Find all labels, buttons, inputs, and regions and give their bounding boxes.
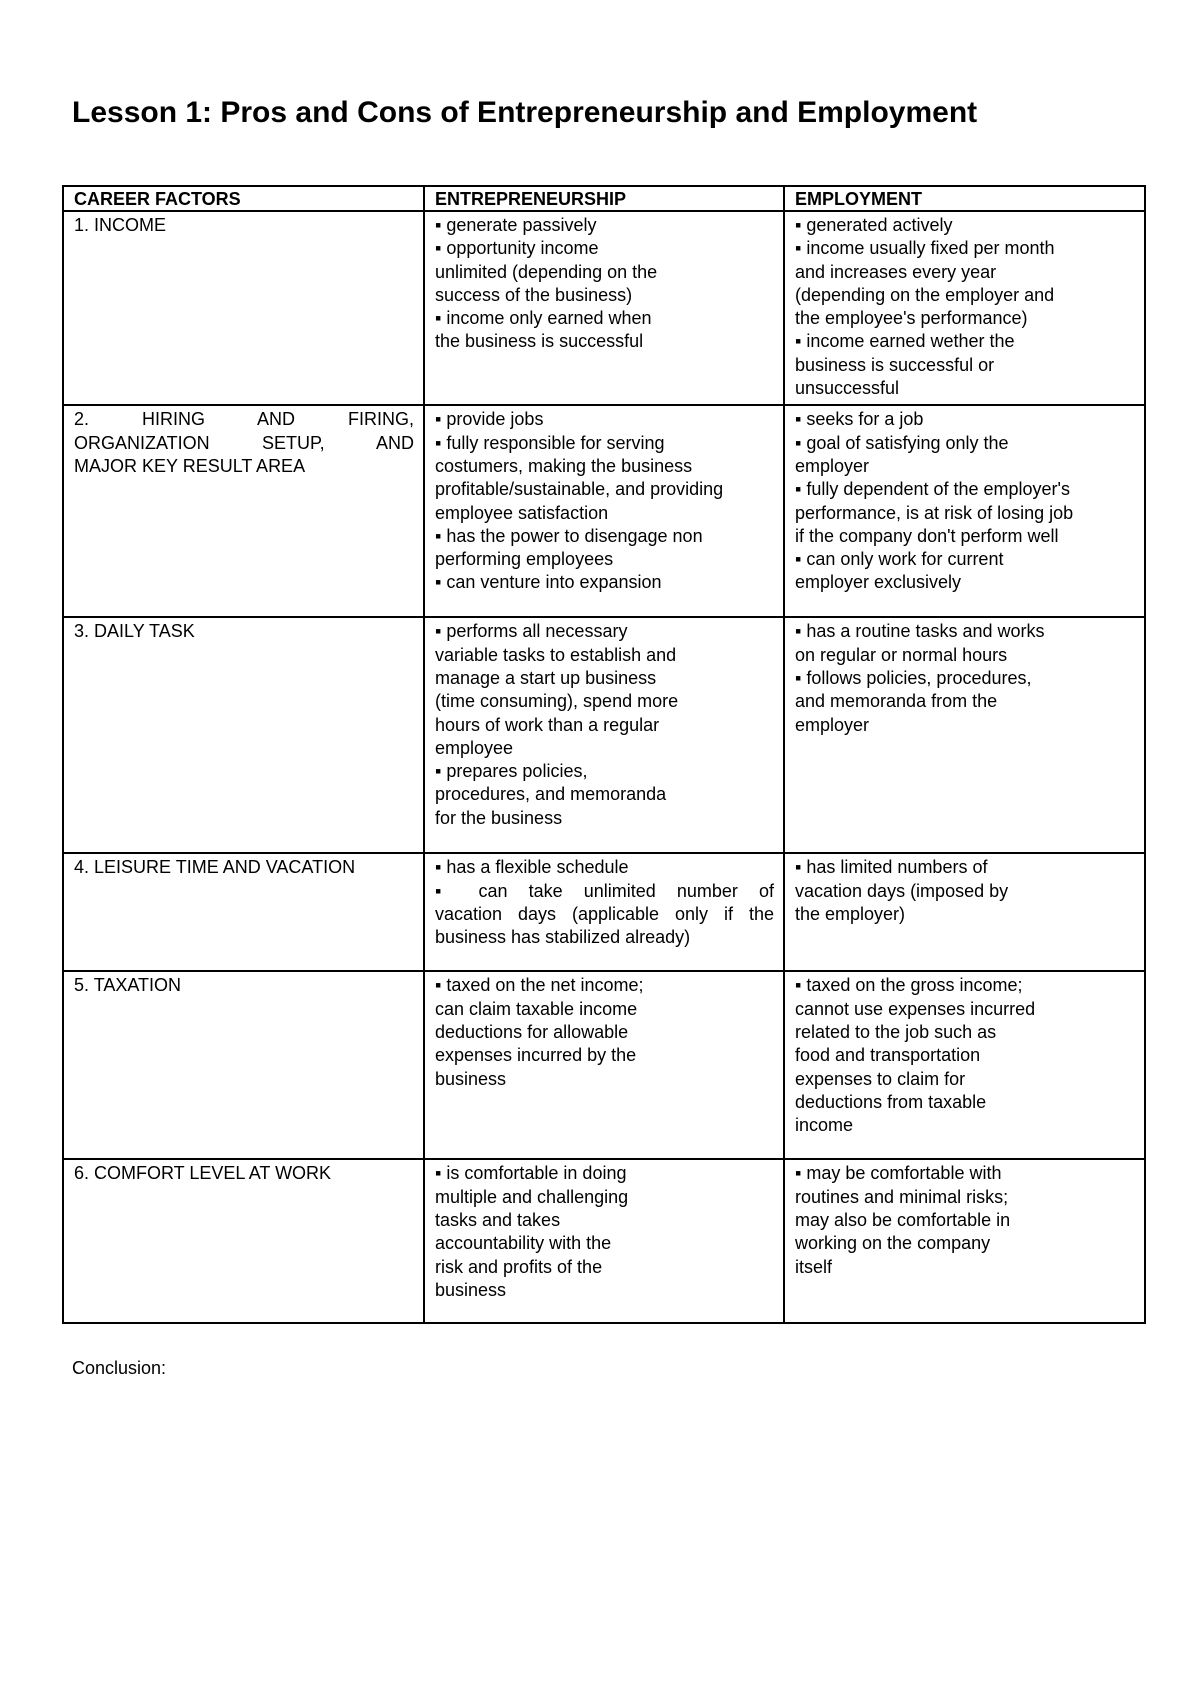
cell-text-line: and increases every year <box>795 261 997 282</box>
cell-text-line: multiple and challenging <box>435 1186 629 1207</box>
cell-text-line: ▪ has a routine tasks and works <box>795 621 1045 642</box>
employment-cell <box>784 211 1145 405</box>
cell-text-line: ▪ income earned wether the <box>795 331 1015 352</box>
comparison-table <box>62 185 1146 1324</box>
cell-text-line: performance, is at risk of losing job <box>795 502 1074 523</box>
cell-text-line: business has stabilized already) <box>435 927 691 948</box>
cell-text-line: food and transportation <box>795 1045 981 1066</box>
cell-text-line: ▪ taxed on the gross income; <box>795 975 1023 996</box>
page-title: Lesson 1: Pros and Cons of Entrepreneurship and Employment <box>72 96 978 129</box>
factor-label: 5. TAXATION <box>74 975 182 996</box>
cell-text-line: deductions from taxable <box>795 1091 987 1112</box>
table-row <box>63 617 1145 853</box>
cell-text-line: the employer) <box>795 903 906 924</box>
cell-text-line: ▪ generated actively <box>795 215 953 235</box>
cell-text-line: unsuccessful <box>795 378 900 399</box>
factor-cell <box>63 971 424 1159</box>
factor-cell <box>63 1159 424 1323</box>
cell-text-line: employer exclusively <box>795 572 962 593</box>
factor-cell <box>63 853 424 971</box>
cell-text-line: routines and minimal risks; <box>795 1186 1009 1207</box>
cell-text-line: employee <box>435 737 514 758</box>
cell-text-line: (depending on the employer and <box>795 284 1055 305</box>
cell-text-line: ▪ is comfortable in doing <box>435 1163 627 1184</box>
employment-cell <box>784 971 1145 1159</box>
factor-label: 2. HIRING AND FIRING, <box>74 409 414 430</box>
cell-text-line: ▪ seeks for a job <box>795 409 924 430</box>
cell-text-line: itself <box>795 1256 833 1277</box>
cell-text-line: can claim taxable income <box>435 998 638 1019</box>
cell-text-line: ▪ taxed on the net income; <box>435 975 644 996</box>
table-row <box>63 405 1145 617</box>
cell-text-line: for the business <box>435 807 563 828</box>
cell-text-line: manage a start up business <box>435 667 657 688</box>
factor-label: MAJOR KEY RESULT AREA <box>74 455 306 476</box>
table-row <box>63 853 1145 971</box>
cell-text-line: vacation days (imposed by <box>795 880 1009 901</box>
cell-text-line: variable tasks to establish and <box>435 644 677 665</box>
cell-text-line: vacation days (applicable only if the <box>435 903 774 924</box>
entrepreneurship-cell <box>424 853 784 971</box>
factor-cell <box>63 405 424 617</box>
cell-text-line: expenses to claim for <box>795 1068 966 1089</box>
employment-cell <box>784 405 1145 617</box>
cell-text-line: ▪ income only earned when <box>435 308 652 329</box>
cell-text-line: the business is successful <box>435 331 644 352</box>
cell-text-line: accountability with the <box>435 1233 612 1254</box>
entrepreneurship-cell <box>424 405 784 617</box>
table-row <box>63 1159 1145 1323</box>
cell-text-line: tasks and takes <box>435 1209 561 1230</box>
table-header-row <box>63 186 1145 211</box>
cell-text-line: related to the job such as <box>795 1021 997 1042</box>
factor-cell <box>63 211 424 405</box>
cell-text-line: ▪ has limited numbers of <box>795 857 988 878</box>
cell-text-line: risk and profits of the <box>435 1256 603 1277</box>
cell-text-line: business <box>435 1279 507 1300</box>
cell-text-line: performing employees <box>435 549 614 570</box>
cell-text-line: ▪ can take unlimited number of <box>435 880 774 901</box>
cell-text-line: employee satisfaction <box>435 502 609 523</box>
cell-text-line: ▪ provide jobs <box>435 409 544 430</box>
cell-text-line: ▪ opportunity income <box>435 238 599 259</box>
cell-text-line: ▪ goal of satisfying only the <box>795 432 1009 453</box>
header-entrepreneurship: ENTREPRENEURSHIP <box>424 186 784 211</box>
cell-text-line: the employee's performance) <box>795 308 1028 329</box>
cell-text-line: profitable/sustainable, and providing <box>435 479 724 500</box>
cell-text-line: ▪ has the power to disengage non <box>435 525 703 546</box>
cell-text-line: hours of work than a regular <box>435 714 660 735</box>
cell-text-line: procedures, and memoranda <box>435 784 667 805</box>
cell-text-line: ▪ fully dependent of the employer's <box>795 479 1070 500</box>
cell-text-line: ▪ income usually fixed per month <box>795 238 1055 259</box>
table-row <box>63 971 1145 1159</box>
cell-text-line: cannot use expenses incurred <box>795 998 1036 1019</box>
cell-text-line: ▪ has a flexible schedule <box>435 857 629 878</box>
cell-text-line: expenses incurred by the <box>435 1045 637 1066</box>
header-career-factors: CAREER FACTORS <box>63 186 424 211</box>
cell-text-line: ▪ can only work for current <box>795 549 1004 570</box>
cell-text-line: ▪ follows policies, procedures, <box>795 667 1032 688</box>
factor-label: 3. DAILY TASK <box>74 621 195 642</box>
cell-text-line: on regular or normal hours <box>795 644 1008 665</box>
entrepreneurship-cell <box>424 211 784 405</box>
entrepreneurship-cell <box>424 617 784 853</box>
cell-text-line: business <box>435 1068 507 1089</box>
entrepreneurship-cell <box>424 971 784 1159</box>
cell-text-line: success of the business) <box>435 284 633 305</box>
factor-label: 1. INCOME <box>74 215 167 235</box>
cell-text-line: ▪ may be comfortable with <box>795 1163 1002 1184</box>
cell-text-line: ▪ prepares policies, <box>435 761 588 782</box>
cell-text-line: and memoranda from the <box>795 691 998 712</box>
factor-cell <box>63 617 424 853</box>
employment-cell <box>784 1159 1145 1323</box>
cell-text-line: (time consuming), spend more <box>435 691 679 712</box>
cell-text-line: working on the company <box>795 1233 991 1254</box>
cell-text-line: unlimited (depending on the <box>435 261 658 282</box>
cell-text-line: deductions for allowable <box>435 1021 629 1042</box>
table-row <box>63 211 1145 405</box>
cell-text-line: employer <box>795 455 870 476</box>
entrepreneurship-cell <box>424 1159 784 1323</box>
factor-label: 4. LEISURE TIME AND VACATION <box>74 857 356 878</box>
cell-text-line: ▪ generate passively <box>435 215 597 235</box>
employment-cell <box>784 617 1145 853</box>
factor-label: ORGANIZATION SETUP, AND <box>74 432 414 453</box>
conclusion-label: Conclusion: <box>72 1358 167 1378</box>
cell-text-line: if the company don't perform well <box>795 525 1059 546</box>
cell-text-line: income <box>795 1115 854 1136</box>
cell-text-line: ▪ performs all necessary <box>435 621 628 642</box>
employment-cell <box>784 853 1145 971</box>
cell-text-line: business is successful or <box>795 354 995 375</box>
factor-label: 6. COMFORT LEVEL AT WORK <box>74 1163 332 1184</box>
header-employment: EMPLOYMENT <box>784 186 1145 211</box>
cell-text-line: ▪ can venture into expansion <box>435 572 662 593</box>
cell-text-line: may also be comfortable in <box>795 1209 1011 1230</box>
cell-text-line: ▪ fully responsible for serving <box>435 432 665 453</box>
cell-text-line: costumers, making the business <box>435 455 693 476</box>
cell-text-line: employer <box>795 714 870 735</box>
